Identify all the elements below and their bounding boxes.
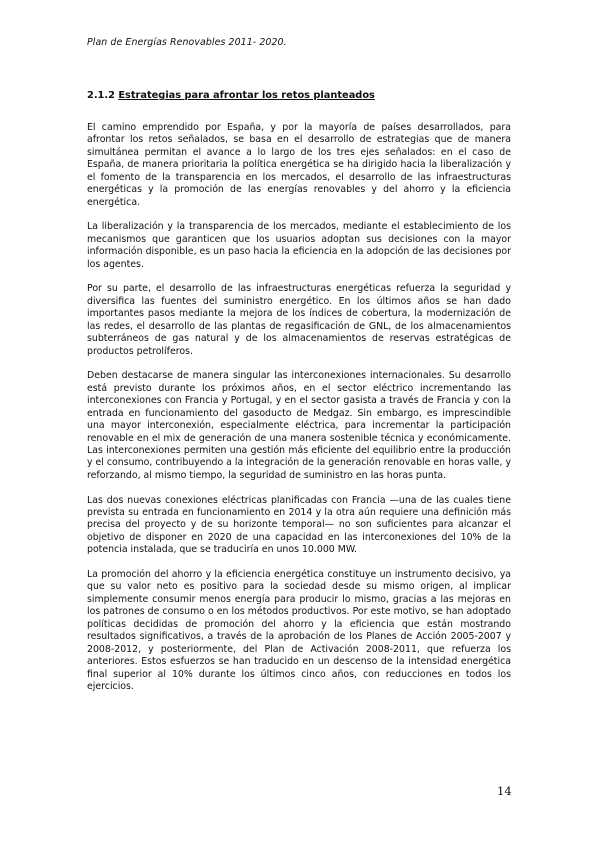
paragraph: El camino emprendido por España, y por la mayoría de países desarrollados, para afrontar los retos señalados, se basa en el desarrollo de estrategias que de manera simultánea permitan el avance a lo largo de los tres ejes señalados: en el caso de España, de manera prioritaria la política energética se ha dirigido hacia la liberalización y el fomento de la transparencia en los mercados, el desarrollo de las infraestructuras energéticas y la promoción de las energías renovables y del ahorro y la eficiencia energética. xyxy=(87,122,511,208)
body-text xyxy=(87,122,511,706)
paragraph: La promoción del ahorro y la eficiencia energética constituye un instrumento decisivo, ya que su valor neto es positivo para la sociedad desde su mismo origen, al implicar simplemente consumir menos energía para producir lo mismo, gracias a las mejoras en los patrones de consumo o en los métodos productivos. Por este motivo, se han adoptado políticas decididas de promoción del ahorro y la eficiencia que están mostrando resultados significativos, a través de la aprobación de los Planes de Acción 2005-2007 y 2008-2012, y posteriormente, del Plan de Activación 2008-2011, que refuerza los anteriores. Estos esfuerzos se han traducido en un descenso de la intensidad energética final superior al 10% durante los últimos cinco años, con reducciones en todos los ejercicios. xyxy=(87,568,511,693)
section-heading xyxy=(87,90,375,101)
running-header: Plan de Energías Renovables 2011- 2020. xyxy=(87,37,287,48)
section-number: 2.1.2 xyxy=(87,90,115,101)
paragraph: Deben destacarse de manera singular las interconexiones internacionales. Su desarrollo está previsto durante los próximos años, en el sector eléctrico incrementando las interconexiones con Francia y Portugal, y en el sector gasista a través de Francia y con la entrada en funcionamiento del gasoducto de Medgaz. Sin embargo, es imprescindible una mayor interconexión, especialmente eléctrica, para incrementar la participación renovable en el mix de generación de una manera sostenible técnica y económicamente. Las interconexiones permiten una gestión más eficiente del equilibrio entre la producción y el consumo, contribuyendo a la integración de la generación renovable en horas valle, y reforzando, al mismo tiempo, la seguridad de suministro en las horas punta. xyxy=(87,370,511,481)
paragraph: Por su parte, el desarrollo de las infraestructuras energéticas refuerza la seguridad y diversifica las fuentes del suministro energético. En los últimos años se han dado importantes pasos mediante la mejora de los índices de cobertura, la modernización de las redes, el desarrollo de las plantas de regasificación de GNL, de los almacenamientos subterráneos de gas natural y de los almacenamientos de reservas estratégicas de productos petrolíferos. xyxy=(87,283,511,357)
paragraph: La liberalización y la transparencia de los mercados, mediante el establecimiento de los mecanismos que garanticen que los usuarios adoptan sus decisiones con la mayor información disponible, es un paso hacia la eficiencia en la adopción de las decisiones por los agentes. xyxy=(87,221,511,270)
page-number: 14 xyxy=(497,784,512,798)
paragraph: Las dos nuevas conexiones eléctricas planificadas con Francia —una de las cuales tiene prevista su entrada en funcionamiento en 2014 y la otra aún requiere una definición más precisa del proyecto y de su horizonte temporal— no son suficientes para alcanzar el objetivo de disponer en 2020 de una capacidad en las interconexiones del 10% de la potencia instalada, que se traduciría en unos 10.000 MW. xyxy=(87,494,511,556)
section-title: Estrategias para afrontar los retos planteados xyxy=(118,90,375,101)
